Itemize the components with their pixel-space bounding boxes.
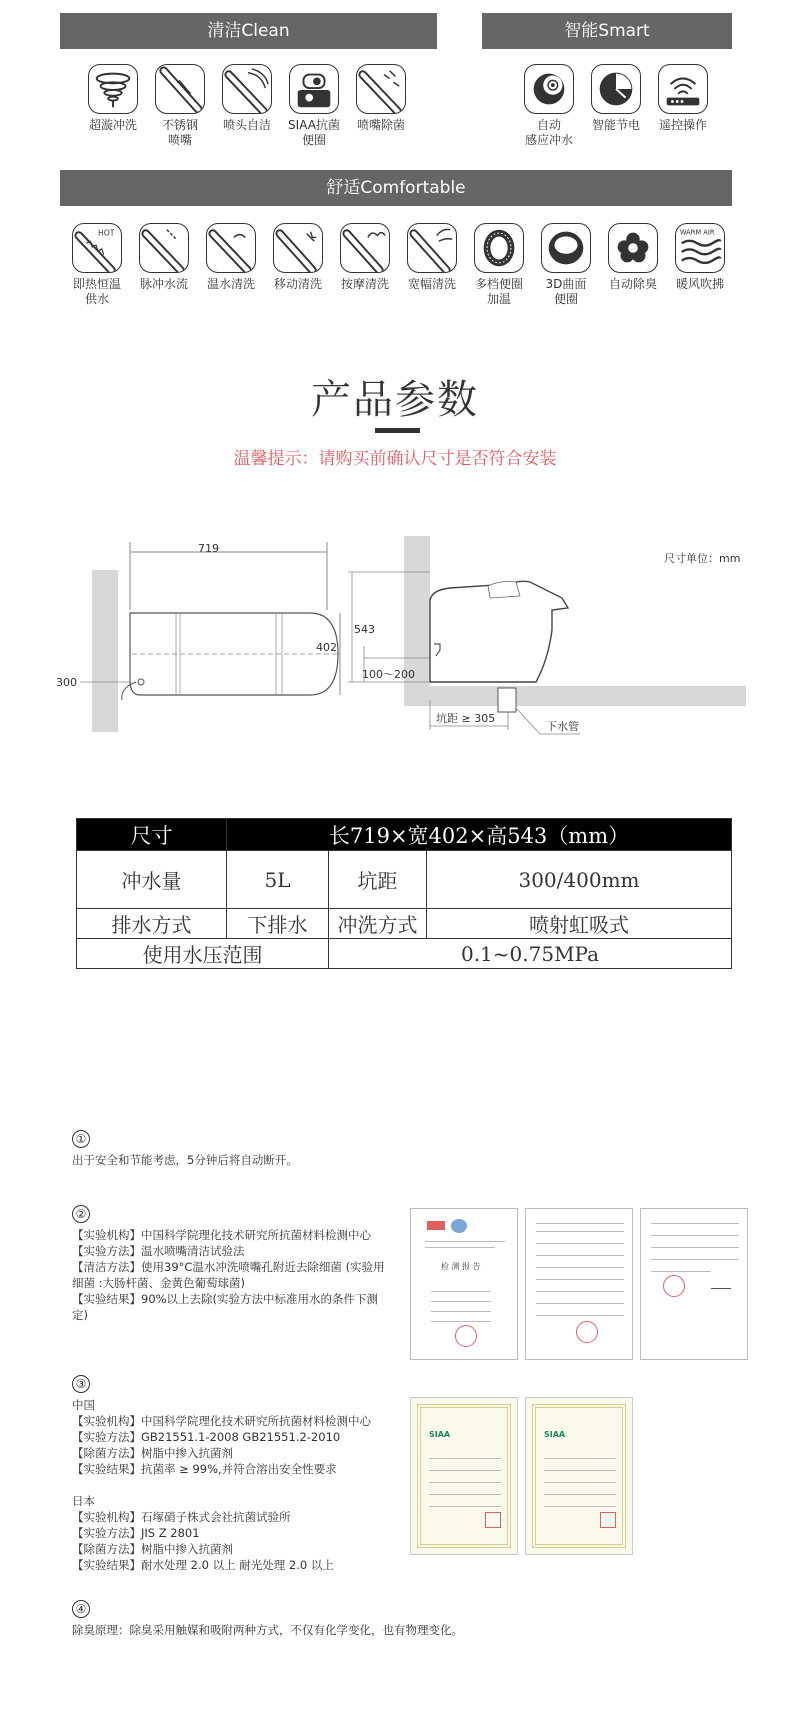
- auto-sensor-icon: [524, 64, 574, 114]
- seat-heat-icon: [474, 223, 524, 273]
- dim-pit: 坑距 ≥ 305: [436, 712, 496, 725]
- feature-label: 按摩清洗: [340, 277, 389, 291]
- drain-pipe-label: 下水管: [546, 720, 579, 733]
- feature-seat-heat: [464, 223, 534, 307]
- feature-power-saving: [581, 64, 651, 133]
- swirl-icon: [88, 64, 138, 114]
- feature-siaa-seat: [279, 64, 349, 148]
- unit-label: 尺寸单位：mm: [664, 552, 741, 565]
- dim-wall: 300: [56, 676, 77, 689]
- feature-label: SIAA抗菌 便圈: [288, 118, 340, 147]
- note-line: 【实验方法】JIS Z 2801: [72, 1526, 200, 1540]
- size-label: 尺寸: [77, 819, 227, 851]
- certificate-stamp: [600, 1512, 616, 1528]
- wide-wash-icon: [407, 223, 457, 273]
- feature-label: 自动除臭: [608, 277, 657, 291]
- feature-label: 移动清洗: [273, 277, 322, 291]
- side-view-diagram: [340, 530, 750, 745]
- moving-wash-icon: [273, 223, 323, 273]
- test-report-3: [640, 1208, 748, 1360]
- flush-value: 5L: [227, 851, 329, 909]
- feature-moving-wash: [263, 223, 333, 292]
- feature-label: 遥控操作: [658, 118, 707, 132]
- feature-nozzle-sterilize: [346, 64, 416, 133]
- feature-massage-wash: [330, 223, 400, 292]
- report-stamp: [663, 1275, 685, 1297]
- dim-length: 719: [198, 542, 219, 555]
- hot-water-icon: [72, 223, 122, 273]
- note-3: [72, 1375, 392, 1573]
- warning-text: 温馨提示：请购买前确认尺寸是否符合安装: [233, 449, 557, 469]
- feature-auto-flush: [514, 64, 584, 148]
- feature-label: 温水清洗: [206, 277, 255, 291]
- section-bar-clean: 清洁Clean: [60, 13, 437, 49]
- report-logo: [451, 1219, 467, 1233]
- feature-label: 自动 感应冲水: [524, 118, 573, 147]
- note-number: ①: [72, 1130, 90, 1148]
- note-text: 除臭原理：除臭采用触媒和吸附两种方式，不仅有化学变化，也有物理变化。: [72, 1623, 463, 1637]
- page-title: 产品参数: [311, 377, 479, 423]
- siaa-certificate-1: [410, 1397, 518, 1555]
- note-line: 【实验机构】石塚硝子株式会社抗菌试验所: [72, 1510, 291, 1524]
- note-number: ③: [72, 1375, 90, 1393]
- seat-3d-icon: [541, 223, 591, 273]
- flush-label: 冲水量: [77, 851, 227, 909]
- feature-steel-nozzle: [145, 64, 215, 148]
- section-bar-smart: 智能Smart: [482, 13, 732, 49]
- clock-icon: [591, 64, 641, 114]
- feature-label: 暖风吹拂: [675, 277, 724, 291]
- dim-range: 100～200: [362, 668, 415, 681]
- section-bar-comfort: 舒适Comfortable: [60, 170, 732, 206]
- dim-width: 402: [316, 641, 337, 654]
- feature-label: 3D曲面 便圈: [545, 277, 587, 306]
- feature-pulse-water: [129, 223, 199, 292]
- pressure-value: 0.1~0.75MPa: [329, 939, 732, 969]
- wash-label: 冲洗方式: [329, 909, 427, 939]
- note-text: 出于安全和节能考虑，5分钟后将自动断开。: [72, 1153, 298, 1167]
- drain-label: 排水方式: [77, 909, 227, 939]
- test-report-2: [525, 1208, 633, 1360]
- report-signature: [711, 1277, 731, 1289]
- note-line: 【清洁方法】使用39°C温水冲洗喷嘴孔附近去除细菌 (实验用: [72, 1260, 385, 1274]
- feature-label: 不锈钢 喷嘴: [161, 118, 198, 147]
- drain-value: 下排水: [227, 909, 329, 939]
- top-view-diagram: [50, 530, 350, 740]
- feature-instant-heat: [62, 223, 132, 307]
- wash-value: 喷射虹吸式: [427, 909, 732, 939]
- note-line: [72, 1477, 392, 1493]
- remote-icon: [658, 64, 708, 114]
- feature-remote: [648, 64, 718, 133]
- note-line: 【实验方法】GB21551.1-2008 GB21551.2-2010: [72, 1430, 341, 1444]
- feature-label: 宽幅清洗: [407, 277, 456, 291]
- feature-label: 脉冲水流: [139, 277, 188, 291]
- feature-auto-deodorize: [598, 223, 668, 292]
- note-line: 【除菌方法】树脂中掺入抗菌剂: [72, 1542, 233, 1556]
- pit-label: 坑距: [329, 851, 427, 909]
- certificate-stamp: [485, 1512, 501, 1528]
- note-line: 【除菌方法】树脂中掺入抗菌剂: [72, 1446, 233, 1460]
- report-stamp: [455, 1325, 477, 1347]
- size-value: 长719×宽402×高543（mm）: [227, 819, 732, 851]
- note-number: ④: [72, 1600, 90, 1618]
- pressure-label: 使用水压范围: [77, 939, 329, 969]
- note-line: 【实验机构】中国科学院理化技术研究所抗菌材料检测中心: [72, 1414, 371, 1428]
- note-line: 【实验结果】耐水处理 2.0 以上 耐光处理 2.0 以上: [72, 1558, 334, 1572]
- feature-label: 多档便圈 加温: [474, 277, 523, 306]
- note-line: 定): [72, 1308, 88, 1322]
- feature-label: 喷头自洁: [222, 118, 271, 132]
- svg-text:WARM AIR: WARM AIR: [679, 228, 715, 237]
- note-4: [72, 1600, 732, 1638]
- pit-value: 300/400mm: [427, 851, 732, 909]
- feature-swirl-flush: [78, 64, 148, 133]
- report-logo: [427, 1221, 445, 1230]
- massage-icon: [340, 223, 390, 273]
- note-line: 中国: [72, 1398, 95, 1412]
- feature-3d-seat: [531, 223, 601, 307]
- warm-air-icon: [675, 223, 725, 273]
- test-report-1: [410, 1208, 518, 1360]
- svg-text:HOT: HOT: [97, 228, 115, 238]
- feature-label: 喷嘴除菌: [356, 118, 405, 132]
- note-number: ②: [72, 1205, 90, 1223]
- feature-wide-wash: [397, 223, 467, 292]
- note-2: [72, 1205, 392, 1323]
- note-1: [72, 1130, 298, 1168]
- nozzle-icon: [155, 64, 205, 114]
- nozzle-clean-icon: [222, 64, 272, 114]
- deodorize-icon: [608, 223, 658, 273]
- note-line: 细菌 :大肠杆菌、金黄色葡萄球菌): [72, 1276, 246, 1290]
- feature-warm-air: [665, 223, 735, 292]
- feature-label: 超漩冲洗: [88, 118, 137, 132]
- note-line: 【实验方法】温水喷嘴清洁试验法: [72, 1244, 245, 1258]
- note-line: 日本: [72, 1494, 95, 1508]
- note-line: 【实验结果】抗菌率 ≥ 99%,并符合溶出安全性要求: [72, 1462, 337, 1476]
- report-stamp: [576, 1321, 598, 1343]
- dim-height: 543: [354, 623, 375, 636]
- siaa-certificate-2: [525, 1397, 633, 1555]
- spec-table: [76, 818, 732, 969]
- warm-wash-icon: [206, 223, 256, 273]
- note-line: 【实验机构】中国科学院理化技术研究所抗菌材料检测中心: [72, 1228, 371, 1242]
- siaa-logo: SIAA: [544, 1430, 566, 1439]
- siaa-logo: SIAA: [429, 1430, 451, 1439]
- note-line: 【实验结果】90%以上去除(实验方法中标准用水的条件下测: [72, 1292, 379, 1306]
- feature-label: 智能节电: [591, 118, 640, 132]
- nozzle-sterilize-icon: [356, 64, 406, 114]
- report-title: 检 测 报 告: [441, 1262, 481, 1271]
- feature-nozzle-self-clean: [212, 64, 282, 133]
- feature-warm-wash: [196, 223, 266, 292]
- pulse-icon: [139, 223, 189, 273]
- antibacterial-seat-icon: [289, 64, 339, 114]
- title-underline: [375, 428, 420, 433]
- feature-label: 即热恒温 供水: [72, 277, 121, 306]
